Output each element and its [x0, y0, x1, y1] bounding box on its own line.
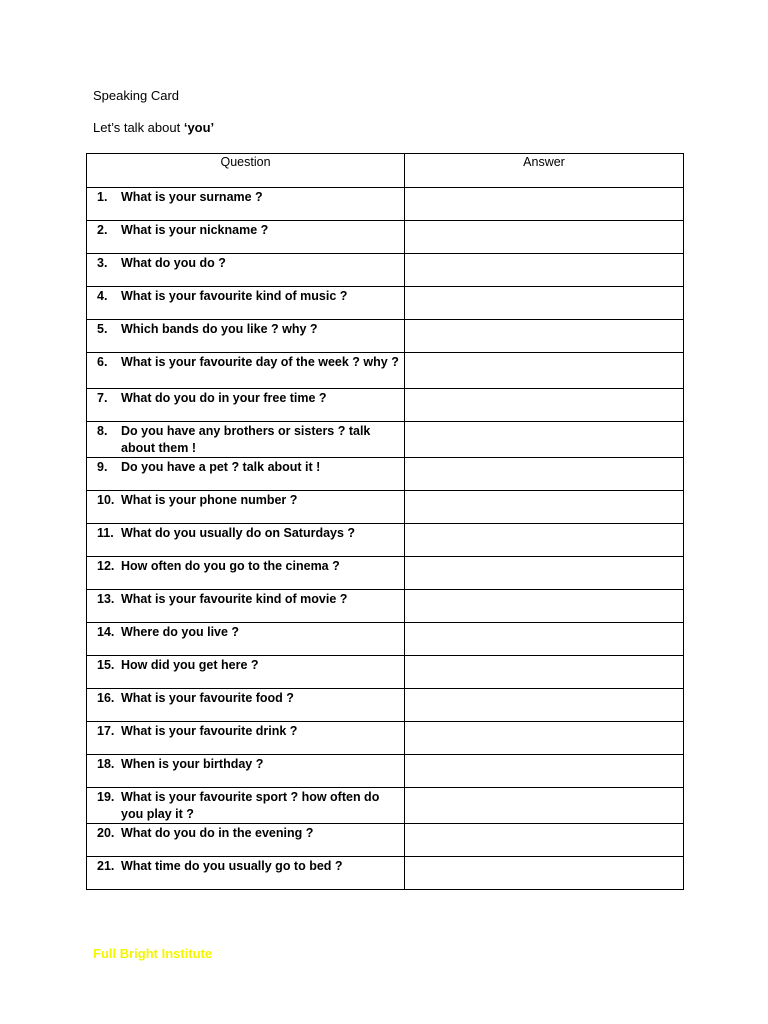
table-row: [87, 689, 684, 722]
answer-cell[interactable]: [405, 788, 684, 824]
answer-cell[interactable]: [405, 221, 684, 254]
answer-cell[interactable]: [405, 353, 684, 389]
question-text: What do you do in your free time ?: [121, 391, 327, 405]
question-text: Do you have any brothers or sisters ? talk about them !: [121, 424, 371, 455]
question-cell: [87, 188, 405, 221]
answer-cell[interactable]: [405, 524, 684, 557]
table-row: [87, 722, 684, 755]
answer-cell[interactable]: [405, 320, 684, 353]
table-row: [87, 623, 684, 656]
table-row: [87, 524, 684, 557]
question-number: 10.: [97, 493, 115, 507]
table-header-row: [87, 154, 684, 188]
question-text: What is your surname ?: [121, 190, 263, 204]
subtitle-prefix: Let’s talk about: [93, 120, 184, 135]
question-number: 11.: [97, 526, 114, 540]
question-number: 19.: [97, 790, 115, 804]
question-number: 6.: [97, 355, 108, 369]
answer-cell[interactable]: [405, 287, 684, 320]
table-row: [87, 557, 684, 590]
table-row: [87, 254, 684, 287]
footer-institute-name: Full Bright Institute: [93, 946, 213, 961]
question-cell: [87, 491, 405, 524]
table-row: [87, 788, 684, 824]
question-cell: [87, 623, 405, 656]
question-number: 16.: [97, 691, 115, 705]
table-row: [87, 188, 684, 221]
question-cell: [87, 353, 405, 389]
answer-cell[interactable]: [405, 491, 684, 524]
question-text: What is your favourite food ?: [121, 691, 294, 705]
table-row: [87, 458, 684, 491]
question-number: 9.: [97, 460, 108, 474]
table-row: [87, 656, 684, 689]
question-text: What is your favourite day of the week ? why ?: [121, 355, 399, 369]
question-cell: [87, 689, 405, 722]
column-header-answer: Answer: [405, 154, 684, 188]
table-row: [87, 857, 684, 890]
question-cell: [87, 221, 405, 254]
question-number: 17.: [97, 724, 115, 738]
table-row: [87, 287, 684, 320]
question-text: What do you do in the evening ?: [121, 826, 314, 840]
answer-cell[interactable]: [405, 389, 684, 422]
question-number: 20.: [97, 826, 115, 840]
question-text: What is your favourite kind of music ?: [121, 289, 348, 303]
question-number: 1.: [97, 190, 108, 204]
table-row: [87, 755, 684, 788]
table-row: [87, 824, 684, 857]
question-cell: [87, 254, 405, 287]
table-row: [87, 590, 684, 623]
page-title: Speaking Card: [93, 88, 179, 103]
question-text: What is your favourite drink ?: [121, 724, 298, 738]
question-cell: [87, 656, 405, 689]
answer-cell[interactable]: [405, 590, 684, 623]
question-cell: [87, 389, 405, 422]
question-number: 13.: [97, 592, 115, 606]
table-row: [87, 422, 684, 458]
answer-cell[interactable]: [405, 689, 684, 722]
question-number: 18.: [97, 757, 115, 771]
question-cell: [87, 788, 405, 824]
question-answer-table: [86, 153, 684, 890]
answer-cell[interactable]: [405, 722, 684, 755]
table-row: [87, 320, 684, 353]
question-cell: [87, 590, 405, 623]
question-cell: [87, 422, 405, 458]
question-cell: [87, 722, 405, 755]
question-cell: [87, 320, 405, 353]
question-text: What time do you usually go to bed ?: [121, 859, 343, 873]
answer-cell[interactable]: [405, 623, 684, 656]
question-text: What is your favourite kind of movie ?: [121, 592, 348, 606]
answer-cell[interactable]: [405, 188, 684, 221]
question-text: What do you usually do on Saturdays ?: [121, 526, 356, 540]
question-text: What is your nickname ?: [121, 223, 269, 237]
question-number: 14.: [97, 625, 115, 639]
table-row: [87, 221, 684, 254]
question-number: 7.: [97, 391, 108, 405]
question-cell: [87, 557, 405, 590]
answer-cell[interactable]: [405, 557, 684, 590]
question-number: 12.: [97, 559, 115, 573]
question-number: 21.: [97, 859, 115, 873]
question-number: 8.: [97, 424, 108, 438]
answer-cell[interactable]: [405, 656, 684, 689]
question-number: 5.: [97, 322, 108, 336]
answer-cell[interactable]: [405, 857, 684, 890]
question-text: What is your phone number ?: [121, 493, 298, 507]
question-text: When is your birthday ?: [121, 757, 264, 771]
question-text: Where do you live ?: [121, 625, 240, 639]
question-text: How did you get here ?: [121, 658, 259, 672]
question-text: How often do you go to the cinema ?: [121, 559, 340, 573]
question-number: 2.: [97, 223, 108, 237]
question-cell: [87, 824, 405, 857]
question-number: 3.: [97, 256, 108, 270]
column-header-question: Question: [87, 154, 405, 188]
page-subtitle: [93, 120, 214, 135]
question-text: What do you do ?: [121, 256, 226, 270]
table-row: [87, 353, 684, 389]
question-cell: [87, 458, 405, 491]
answer-cell[interactable]: [405, 755, 684, 788]
question-cell: [87, 755, 405, 788]
answer-cell[interactable]: [405, 254, 684, 287]
question-cell: [87, 857, 405, 890]
answer-cell[interactable]: [405, 422, 684, 458]
question-text: Do you have a pet ? talk about it !: [121, 460, 321, 474]
answer-cell[interactable]: [405, 458, 684, 491]
question-number: 4.: [97, 289, 108, 303]
subtitle-emphasis: ‘you’: [183, 120, 215, 135]
answer-cell[interactable]: [405, 824, 684, 857]
question-cell: [87, 524, 405, 557]
question-cell: [87, 287, 405, 320]
question-text: What is your favourite sport ? how often do you play it ?: [121, 790, 380, 821]
table-row: [87, 491, 684, 524]
question-number: 15.: [97, 658, 115, 672]
question-text: Which bands do you like ? why ?: [121, 322, 318, 336]
table-row: [87, 389, 684, 422]
